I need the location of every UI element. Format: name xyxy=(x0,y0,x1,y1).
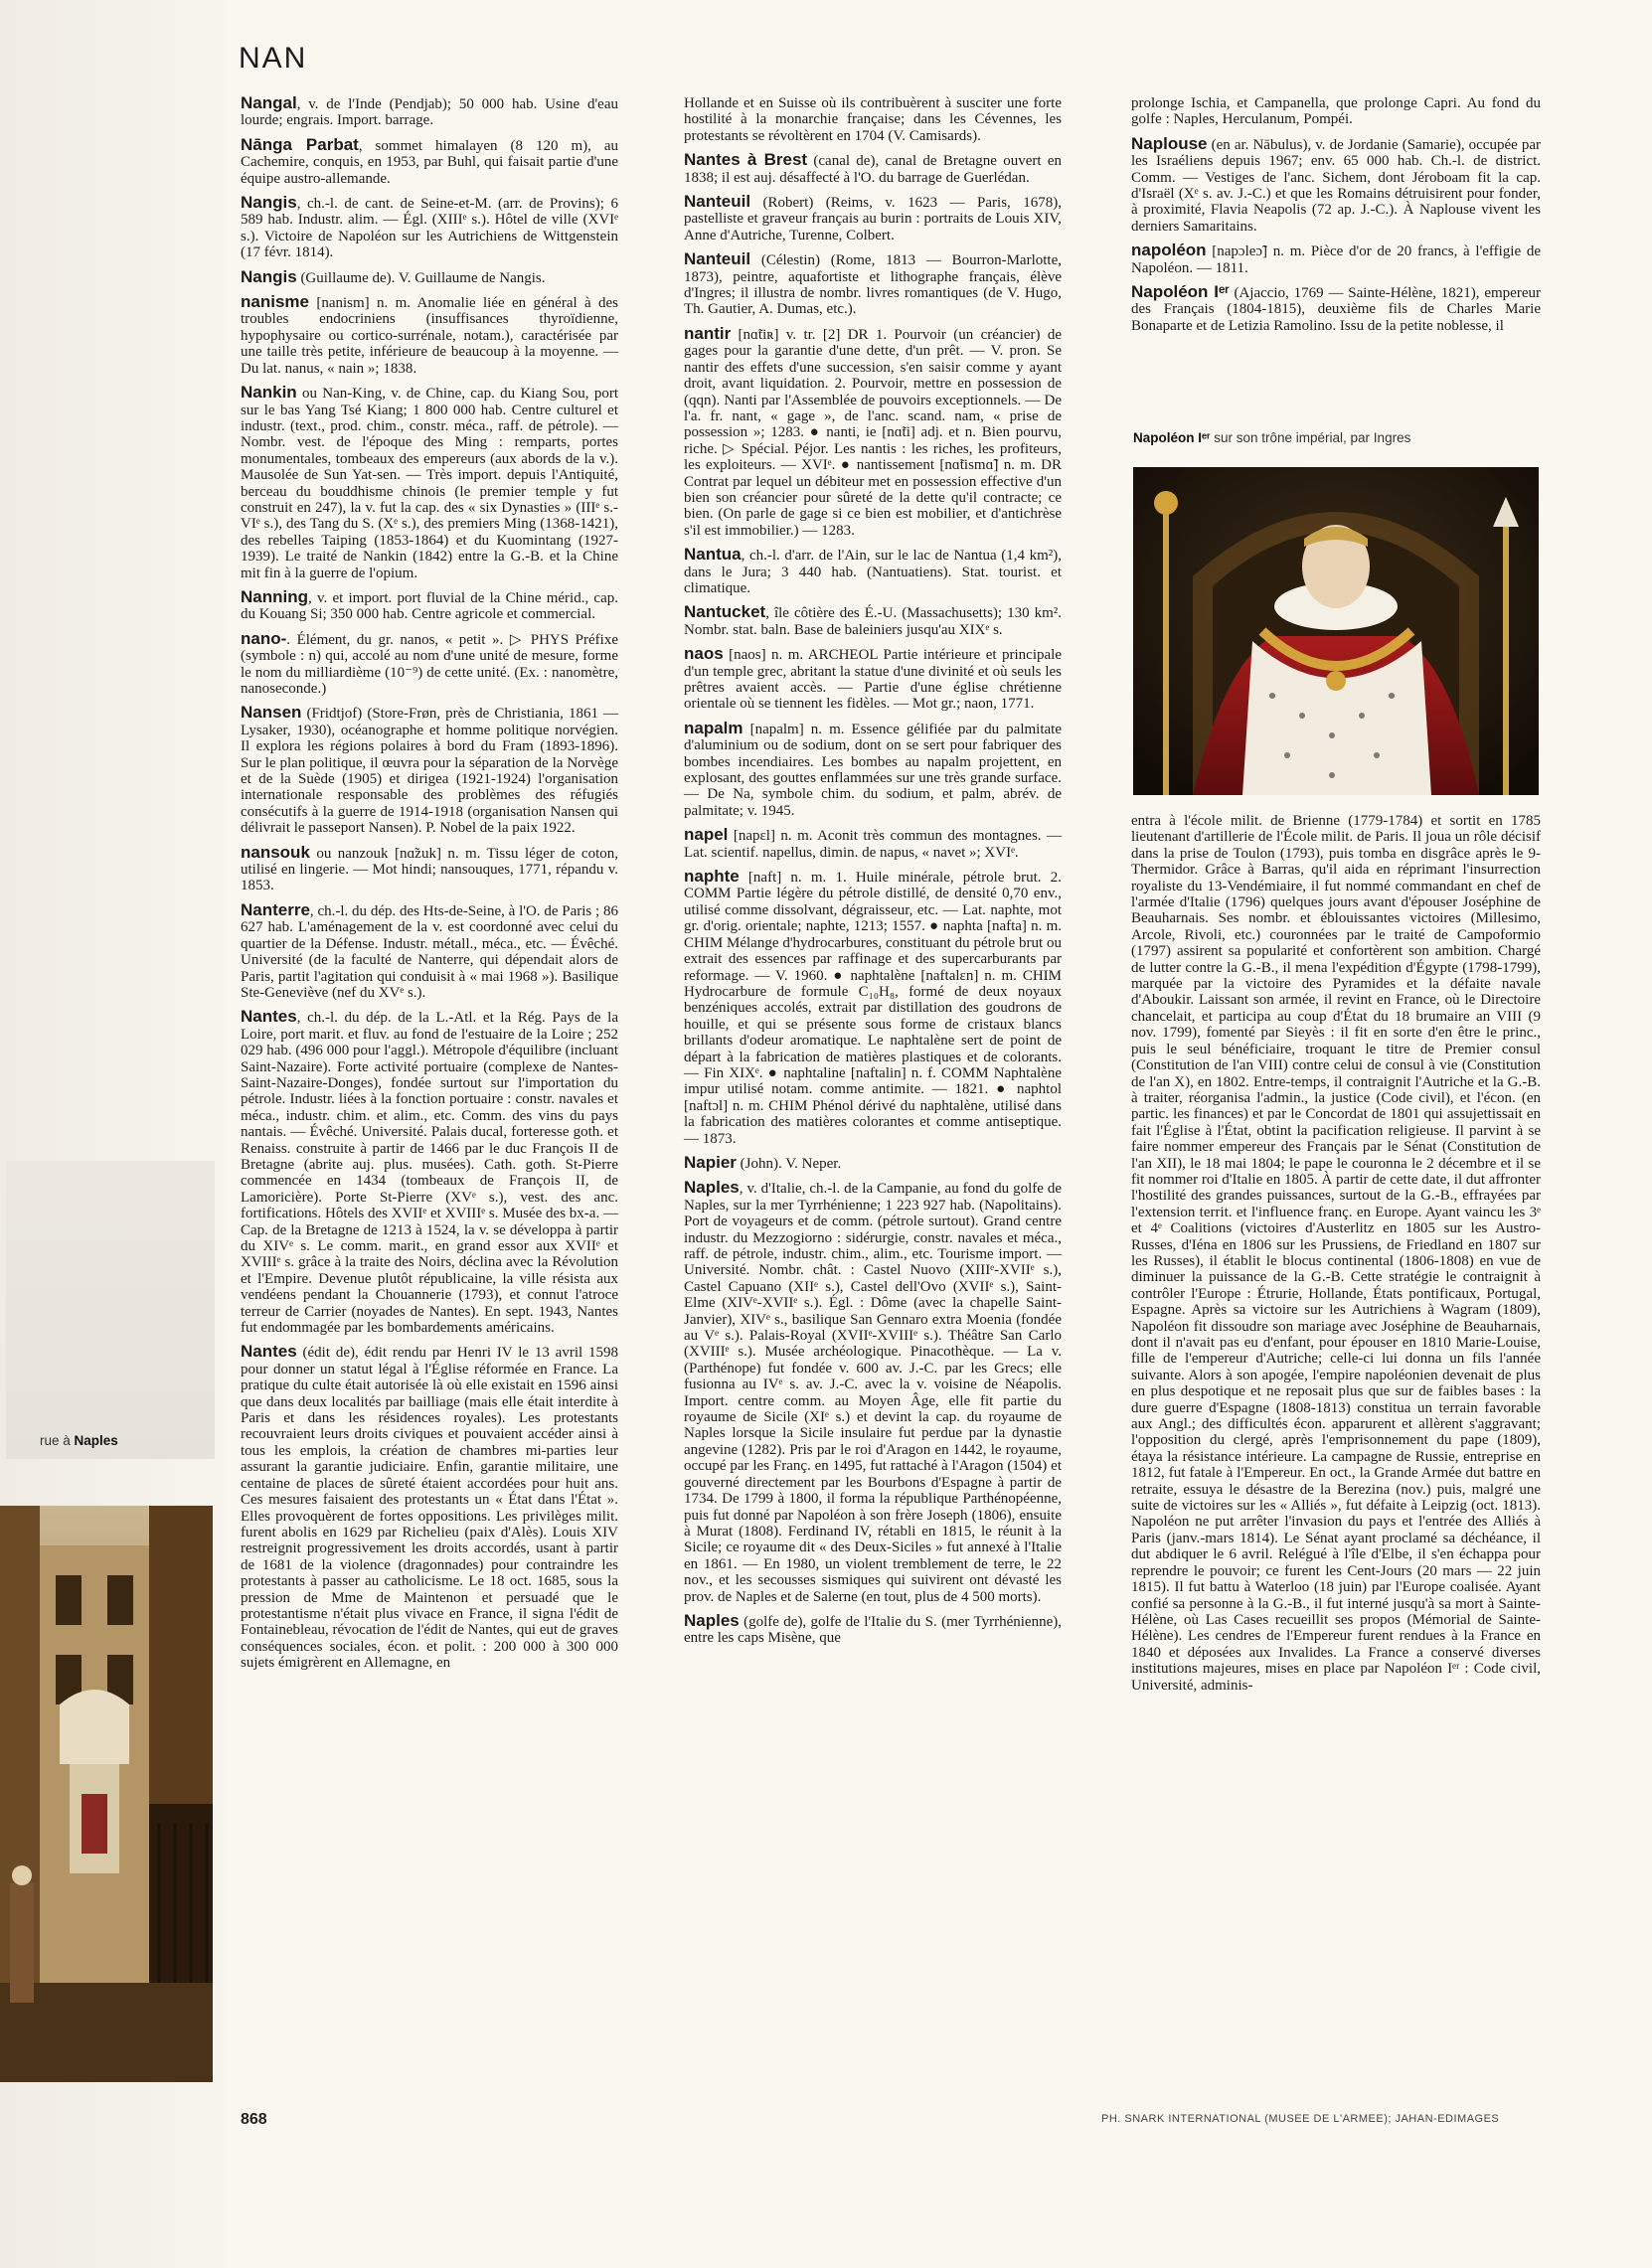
column-3 xyxy=(1131,95,1541,342)
dictionary-entry xyxy=(241,134,618,187)
dictionary-entry xyxy=(684,1180,1062,1605)
entry-text: entra à l'école milit. de Brienne (1779-1784) et sortit en 1785 lieutenant d'artillerie de l'École milit. de Paris. Il joua un rôle décisif dans la prise de Toulon (1793), puis tomba en disgrâce après le 9-Thermidor. Grâce à Barras, qu'il aida en réprimant l'insurrection royaliste du 13-Vendémiaire, il fut nommé commandant en chef de l'armée d'Italie (1796) quelques jours avant d'épouser Joséphine de Beauharnais. Ses nombr. et éblouissantes victoires (Millesimo, Arcole, Rivoli, etc.) couronnées par le traité de Campoformio (1797) assirent sa popularité et confortèrent son ambition. Chargé de lutter contre la G.-B., il mena l'expédition d'Égypte (1798-1799), marquée par la victoire des Pyramides et la défaite navale d'Aboukir. Laissant son armée, il revint en France, où le Directoire chancelait, et participa au coup d'État du 18 brumaire an VIII (9 nov. 1799), fomenté par Sieyès : il fit en sorte d'en être le princ., puis le seul bénéficiaire, troquant le titre de Premier consul (Constitution de l'an VIII) contre celui de consul à vie (Constitution de l'an X), en 1802. Entre-temps, il contraignit l'Autriche et la G.-B. à traiter, réorganisa l'admin., la justice (Code civil), et l'écon. (en partic. les finances) et par le Concordat de 1801 qui assujettissait en fait l'Église à l'État, obtint la pacification religieuse. Il parvint à se faire nommer empereur des Français par le Sénat (Constitution de l'an XII), le 18 mai 1804; le pape le couronna le 2 décembre et il se fit nommer roi d'Italie en 1805. À partir de cette date, il dut affronter l'hostilité des grandes puissances, surtout de la G.-B., effrayées par l'extension territ. et l'influence franç. en Europe. Ayant vaincu les 3ᵉ et 4ᵉ Coalitions (victoires d'Austerlitz en 1805 sur les Austro-Russes, d'Iéna en 1806 sur les Prussiens, de Friedland en 1807 sur les Russes), il établit le blocus continental (1806-1808) en vue de diminuer la puissance de la G.-B. Cette stratégie le contraignit à contrôler l'Europe : Étrurie, Hollande, États pontificaux, Portugal, Espagne. Après sa victoire sur les Autrichiens à Wagram (1809), Napoléon fit dissoudre son mariage avec Joséphine de Beauharnais, dont il n'avait pas eu d'enfant, pour épouser en 1810 Marie-Louise, fille de l'empereur d'Autriche; celle-ci lui donna un fils l'année suivante. Alors à son apogée, l'empire napoléonien devenait de plus en plus despotique et ne reposait plus que sur de faibles bases : la dure guerre d'Espagne (1808-1813) constitua un terrain favorable aux Angl.; des difficultés écon. apparurent et allèrent s'aggravant; l'opposition du clergé, après l'emprisonnement du pape (1809), étaya la résistance intérieure. La campagne de Russie, entreprise en 1812, fut fatale à l'Empereur. En oct., la Grande Armée dut battre en retraite, essuya le désastre de la Berezina (nov.) puis, malgré une suite de victoires sur les « Alliés », fut défaite à Leipzig (oct. 1813). Napoléon ne put arrêter l'invasion du pays et l'entrée des Alliés à Paris (janv.-mars 1814). Le Sénat ayant proclamé sa déchéance, il dut abdiquer le 6 avril. Relégué à l'île d'Elbe, il s'en échappa pour reprendre le pouvoir; ce furent les Cent-Jours (20 mars — 22 juin 1815). Il fut battu à Waterloo (18 juin) par l'Europe coalisée. Ayant confié sa personne à la G.-B., il fut interné jusqu'à sa mort à Sainte-Hélène, où Las Cases recueillit ses propos (Mémorial de Sainte-Hélène). Les cendres de l'Empereur furent rendues à la France en 1840 et déposées aux Invalides. La France a conservé diverses institutions majeures, mises en place par Napoléon Iᵉʳ : Code civil, Université, adminis- xyxy=(1131,813,1541,1694)
entry-text: [nanism] n. m. Anomalie liée en général à des troubles endocriniens (insuffisances thyroïdienne, hypophysaire ou cortico-surrénale, notam.), caractérisée par une taille très petite, inférieure de beaucoup à la moyenne. — Du lat. nanus, « nain »; 1838. xyxy=(241,295,618,377)
dictionary-entry xyxy=(241,842,618,894)
entry-headword: Nantua xyxy=(684,545,742,565)
entry-text: , v. de l'Inde (Pendjab); 50 000 hab. Usine d'eau lourde; engrais. Import. barrage. xyxy=(241,96,618,129)
entry-headword: Nansen xyxy=(241,703,302,723)
dictionary-entry xyxy=(684,1610,1062,1647)
entry-headword: naphte xyxy=(684,867,740,887)
dictionary-entry xyxy=(241,899,618,1001)
dictionary-entry xyxy=(684,869,1062,1147)
napoleon-caption-head: Napoléon Iᵉʳ xyxy=(1133,430,1211,445)
entry-text: [napalm] n. m. Essence gélifiée par du palmitate d'aluminium ou de sodium, dont on se sert pour fabriquer des bombes incendiaires. Les bombes au napalm projettent, en explosant, des gouttes enflammées sur une très grande surface. — De Na, symbole chim. du sodium, et palm, abrév. de palmitate; v. 1945. xyxy=(684,721,1062,819)
dictionary-entry xyxy=(1131,284,1541,334)
dictionary-entry xyxy=(241,294,618,377)
running-head: NAN xyxy=(239,42,308,75)
dictionary-entry xyxy=(241,628,618,698)
entry-text: , ch.-l. du dép. des Hts-de-Seine, à l'O. de Paris ; 86 627 hab. L'aménagement de la v. est coordonné avec celui du quartier de la Défense. Industr. métall., méca., etc. — Évêché. Université (de la faculté de Nanterre, qui dépendait alors de Paris, partit l'agitation qui conduisit à « mai 1968 »). Basilique Ste-Geneviève (nef du XVᵉ s.). xyxy=(241,902,618,1001)
entry-headword: napoléon xyxy=(1131,241,1207,260)
dictionary-entry xyxy=(1131,813,1541,1694)
entry-headword: Nangis xyxy=(241,193,297,213)
entry-text: (Guillaume de). V. Guillaume de Nangis. xyxy=(296,269,546,286)
entry-text: (Ajaccio, 1769 — Sainte-Hélène, 1821), empereur des Français (1804-1815), deuxième fils de Charles Marie Bonaparte et de Letizia Ramolino. Issu de la petite noblesse, il xyxy=(1131,285,1541,334)
column-3-continued xyxy=(1131,813,1541,1701)
napoleon-portrait-image xyxy=(1133,467,1539,795)
dictionary-entry xyxy=(241,586,618,623)
entry-headword: Nantucket xyxy=(684,602,766,622)
entry-text: , sommet himalayen (8 120 m), au Cachemire, conquis, en 1953, par Buhl, qui faisait partie d'une équipe austro-allemande. xyxy=(241,137,618,187)
entry-headword: Nantes xyxy=(241,1007,297,1027)
column-2 xyxy=(684,95,1062,1655)
dictionary-entry xyxy=(684,152,1062,186)
entry-text: [napɔleɔ̃] n. m. Pièce d'or de 20 francs, à l'effigie de Napoléon. — 1811. xyxy=(1131,243,1541,276)
dictionary-entry xyxy=(684,827,1062,861)
entry-text: (Fridtjof) (Store-Frøn, près de Christiania, 1861 — Lysaker, 1930), océanographe et homme politique norvégien. Il explora les régions polaires à bord du Fram (1893-1896). Sur le plan politique, il œuvra pour la séparation de la Norvège et de la Suède (1905) et dirigea (1921-1924) l'organisation internationale responsable des problèmes des réfugiés consécutifs à la guerre de 1914-1918 (organisation Nansen qui délivrait le passeport Nansen). P. Nobel de la paix 1922. xyxy=(241,706,618,837)
entry-headword: Nankin xyxy=(241,383,297,403)
entry-text: [naft] n. m. 1. Huile minérale, pétrole brut. 2. COMM Partie légère du pétrole distillé, de densité 0,70 env., utilisé comme dissolvant, dégraisseur, etc. — Lat. naphte, mot gr. d'orig. orientale; naphte, 1213; 1557. ● naphta [nafta] n. m. CHIM Mélange d'hydrocarbures, constituant du pétrole brut ou extrait des essences par raffinage et des supercarburants par reformage. — V. 1960. ● naphtalène [naftalɛn] n. m. CHIM Hydrocarbure de formule C₁₀H₈, formé de deux noyaux benzéniques accolés, extrait par distillation des goudrons de houille, et qui se présente sous forme de cristaux blancs brillants d'odeur aromatique. Le naphtalène sert de point de départ à la fabrication de matières plastiques et de colorants. — Fin XIXᵉ. ● naphtaline [naftalin] n. f. COMM Naphtalène impur utilisé notam. comme antimite. — 1821. ● naphtol [naftɔl] n. m. CHIM Phénol dérivé du naphtalène, utilisé dans la fabrication des matières colorantes et comme antiseptique. — 1873. xyxy=(684,870,1062,1147)
napoleon-caption xyxy=(1133,430,1410,445)
entry-headword: Naples xyxy=(684,1178,740,1198)
entry-text: , ch.-l. d'arr. de l'Ain, sur le lac de Nantua (1,4 km²), dans le Jura; 3 440 hab. (Nantuatiens). Stat. tourist. et climatique. xyxy=(684,548,1062,596)
dictionary-entry xyxy=(684,604,1062,638)
entry-text: , ch.-l. du dép. de la L.-Atl. et la Rég. Pays de la Loire, port marit. et fluv. au fond de l'estuaire de la Loire ; 252 029 hab. (496 000 pour l'aggl.). Métropole d'équilibre (incluant Saint-Nazaire). Forte activité portuaire (complexe de Nantes-Saint-Nazaire-Donges), fondée surtout sur l'importation du pétrole. Industr. liées à la fonction portuaire : constr. navales et méca., industr. chim. et alim., etc. Comm. des vins du pays nantais. — Évêché. Université. Palais ducal, forteresse goth. et Renaiss. construite à partir de 1466 par le duc François II de Bretagne (abrite auj. plus. musées). Cath. goth. St-Pierre commencée en 1434 (tombeaux de François II, de Lamoricière). Porte St-Pierre (XVᵉ s.), vest. des anc. fortifications. Hôtels des XVIIᵉ et XVIIIᵉ s. Musée des bx-a. — Cap. de la Bretagne de 1213 à 1524, la v. se développa à partir du XIVᵉ s. Le comm. marit., en grand essor aux XVIIᵉ et XVIIIᵉ s. grâce à la traite des Noirs, déclina avec la Révolution et l'Empire. Devenue plutôt républicaine, la ville résista aux vendéens pendant la Chouannerie (1793), et connut l'atroce terreur de Carrier (noyades de Nantes). En sept. 1943, Nantes fut endommagée par les bombardements américains. xyxy=(241,1010,618,1337)
dictionary-entry xyxy=(1131,243,1541,276)
entry-text: , ch.-l. de cant. de Seine-et-M. (arr. de Provins); 6 589 hab. Industr. alim. — Égl. (XIIIᵉ s.). Hôtel de ville (XVIᵉ s.). Victoire de Napoléon sur les Autrichiens de Wittgenstein (17 févr. 1814). xyxy=(241,196,618,261)
dictionary-entry xyxy=(241,705,618,836)
column-1 xyxy=(241,95,618,1680)
dictionary-entry xyxy=(241,95,618,129)
entry-text: , v. d'Italie, ch.-l. de la Campanie, au fond du golfe de Naples, sur la mer Tyrrhénienne; 1 223 927 hab. (Napolitains). Port de voyageurs et de comm. (pétrole surtout). Grand centre industr. du Mezzogiorno : sidérurgie, constr. navales et méca., raff. de pétrole, industr. chim., alim., etc. Tourisme import. — Université. Nombr. chât. : Castel Nuovo (XIIIᵉ-XVIIᵉ s.), Castel Capuano (XIIᵉ s.), Castel dell'Ovo (XVIIᵉ s.), Saint-Elme (XIVᵉ-XVIIᵉ s.). Égl. : Dôme (avec la chapelle Saint-Janvier), XIVᵉ s., basilique San Gennaro extra Moenia (fondée au Vᵉ s.). Palais-Royal (XVIIᵉ-XVIIIᵉ s.). Théâtre San Carlo (XVIIIᵉ s.). Musée archéologique. Pinacothèque. — La v. (Parthénope) fut fondée v. 600 av. J.-C. par les Grecs; elle fusionna au IVᵉ s. av. J.-C. avec la v. voisine de Néapolis. Import. centre comm. au Moyen Âge, elle fit partie du royaume de Sicile (XIᵉ s.) et devint la cap. du royaume de Naples lorsque la Sicile insulaire fut perdue par la dynastie angevine (1282). Pris par le roi d'Aragon en 1442, le royaume, occupé par les Franç. en 1495, fut rattaché à l'Aragon (1504) et gouverné directement par les Bourbons d'Espagne à partir de 1734. De 1799 à 1800, il forma la république Parthénopéenne, puis fut donné par Napoléon à son frère Joseph (1806), ensuite à Murat (1808). Ferdinand IV, rétabli en 1815, le réunit à la Sicile; ce royaume dit « des Deux-Siciles » fut annexé à l'Italie en 1861. — En 1980, un violent tremblement de terre, le 22 nov., et les secousses sismiques qui suivirent ont dévasté les prov. de Naples et de Salerne (en tout, plus de 4 500 morts). xyxy=(684,1181,1062,1605)
dictionary-entry xyxy=(1131,95,1541,128)
entry-headword: Nangal xyxy=(241,93,297,112)
naples-street-image xyxy=(0,1506,213,2082)
dictionary-entry xyxy=(241,385,618,581)
entry-headword: nanisme xyxy=(241,292,309,312)
entry-text: [nɑ̃tiʀ] v. tr. [2] DR 1. Pourvoir (un créancier) de gages pour la garantie d'une dette, d'un prêt. — V. pron. Se nantir des effets d'une succession, s'en saisir comme y ayant droit, avant liquidation. 2. Pourvoir, mettre en possession de (qqn). Nanti par l'Assemblée de pouvoirs exceptionnels. — De l'a. fr. nant, « gage », de l'anc. scand. nam, « prise de possession »; 1283. ● nanti, ie [nɑ̃ti] adj. et n. Bien pourvu, riche. ▷ Spécial. Péjor. Les nantis : les riches, les profiteurs, les exploiteurs. — XVIᵉ. ● nantissement [nɑ̃tismɑ̃] n. m. DR Contrat par lequel un débiteur met en possession effective d'un bien son créancier pour sûreté de la dette qu'il contracte; ce bien. (On parle de gage si ce bien est mobilier, et d'antichrèse s'il est immobilier.) — 1283. xyxy=(684,326,1062,539)
entry-headword: nansouk xyxy=(241,842,310,862)
entry-headword: Nantes à Brest xyxy=(684,150,808,170)
entry-headword: nantir xyxy=(684,323,732,343)
entry-headword: Nānga Parbat xyxy=(241,134,359,154)
dictionary-entry xyxy=(241,266,618,286)
entry-text: , île côtière des É.-U. (Massachusetts); 130 km². Nombr. stat. baln. Base de baleiniers jusqu'au XIXᵉ s. xyxy=(684,605,1062,638)
photo-credit: PH. SNARK INTERNATIONAL (MUSEE DE L'ARMEE); JAHAN-EDIMAGES xyxy=(1101,2113,1500,2125)
dictionary-entry xyxy=(684,718,1062,819)
dictionary-entry xyxy=(684,547,1062,596)
entry-text: prolonge Ischia, et Campanella, que prolonge Capri. Au fond du golfe : Naples, Herculanum, Pompéi. xyxy=(1131,95,1541,128)
entry-headword: Nanteuil xyxy=(684,192,751,212)
entry-headword: Nanteuil xyxy=(684,249,751,269)
dictionary-entry xyxy=(684,1152,1062,1172)
entry-text: . Élément, du gr. nanos, « petit ». ▷ PHYS Préfixe (symbole : n) qui, accolé au nom d'une unité de mesure, forme le nom du milliardième (10⁻⁹) de cette unité. (Ex. : nanomètre, nanoseconde.) xyxy=(241,631,618,697)
page-number: 868 xyxy=(241,2111,267,2128)
naples-caption xyxy=(40,1433,118,1448)
entry-text: (Robert) (Reims, v. 1623 — Paris, 1678), pastelliste et graveur français au burin : portraits de Louis XIV, Anne d'Autriche, Turenne, Colbert. xyxy=(684,195,1062,243)
dictionary-entry xyxy=(684,323,1062,539)
adjacent-page-photo-area xyxy=(6,1161,215,1459)
entry-headword: naos xyxy=(684,644,724,664)
entry-headword: Naples xyxy=(684,1610,740,1630)
naples-caption-prefix: rue à xyxy=(40,1433,75,1448)
entry-text: (golfe de), golfe de l'Italie du S. (mer Tyrrhénienne), entre les caps Misène, que xyxy=(684,1613,1062,1647)
entry-headword: nano- xyxy=(241,628,287,648)
entry-headword: Napier xyxy=(684,1152,737,1172)
entry-headword: Nanterre xyxy=(241,899,310,919)
dictionary-entry xyxy=(1131,133,1541,235)
dictionary-entry xyxy=(241,1009,618,1336)
entry-headword: napel xyxy=(684,825,729,845)
dictionary-entry xyxy=(684,646,1062,713)
entry-text: ou Nan-King, v. de Chine, cap. du Kiang Sou, port sur le bas Yang Tsé Kiang; 1 800 000 hab. Centre culturel et industr. (text., prod. chim., constr. méca., raff. de pétrole). — Nombr. vest. de l'époque des Ming : remparts, portes monumentales, tombeaux des empereurs (aux abords de la v.). Mausolée de Sun Yat-sen. — Très import. depuis l'Antiquité, berceau du bouddhisme chinois (le premier temple y fut construit en 247), la v. fut la cap. des « six Dynasties » (IIIᵉ s.-VIᵉ s.), des Tang du S. (Xᵉ s.), des premiers Ming (1368-1421), des rebelles Taiping (1853-1864) et du Kuomintang (1927-1939). Le traité de Nankin (1842) entre la G.-B. et la Chine mit fin à la guerre de l'opium. xyxy=(241,386,618,581)
entry-headword: Nanning xyxy=(241,586,308,606)
entry-text: [napɛl] n. m. Aconit très commun des montagnes. — Lat. scientif. napellus, dimin. de napus, « navet »; XVIᵉ. xyxy=(684,828,1062,861)
dictionary-entry xyxy=(684,95,1062,144)
entry-text: Hollande et en Suisse où ils contribuèrent à susciter une forte hostilité à la monarchie française; dans les Cévennes, les protestants se révoltèrent en 1704 (V. Camisards). xyxy=(684,95,1062,144)
entry-text: (canal de), canal de Bretagne ouvert en 1838; il est auj. désaffecté à l'O. du barrage de Guerlédan. xyxy=(684,153,1062,186)
entry-text: ou nanzouk [nɑ̃zuk] n. m. Tissu léger de coton, utilisé en lingerie. — Mot hindi; nansouques, 1771, répandu v. 1853. xyxy=(241,845,618,894)
entry-headword: Nangis xyxy=(241,266,297,286)
entry-headword: napalm xyxy=(684,718,743,737)
entry-text: (édit de), édit rendu par Henri IV le 13 avril 1598 pour donner un statut légal à l'Église réformée en France. La pratique du culte était autorisée là où elle existait en 1596 ainsi que dans deux localités par bailliage (mais elle était interdite à Paris et dans les résidences royales). Les protestants recouvraient leurs droits civiques et pouvaient accéder ainsi à tous les emplois, la création de chambres mi-parties leur assurant la garantie judiciaire. Enfin, garantie militaire, une centaine de places de sûreté étaient accordées pour huit ans. Ces mesures faisaient des protestants un « État dans l'État ». Elles provoquèrent de fortes oppositions. Les privilèges milit. furent abolis en 1629 par Richelieu (paix d'Alès). Louis XIV restreignit progressivement les droits accordés, usant à partir de 1681 de la violence (dragonnades) pour contraindre les protestants à passer au catholicisme. Le 18 oct. 1685, sous la pression de Mme de Maintenon et persuadé que le protestantisme n'était plus vivace en France, il signa l'édit de Fontainebleau, révocation de l'édit de Nantes, qui eut de graves conséquences sociales, écon. et polit. : 200 000 à 300 000 sujets émigrèrent en Allemagne, en xyxy=(241,1345,618,1672)
dictionary-entry xyxy=(684,251,1062,318)
napoleon-caption-text: sur son trône impérial, par Ingres xyxy=(1210,430,1411,445)
entry-headword: Naplouse xyxy=(1131,133,1208,153)
entry-headword: Nantes xyxy=(241,1342,297,1362)
entry-text: (Célestin) (Rome, 1813 — Bourron-Marlotte, 1873), peintre, aquafortiste et lithographe français, élève d'Ingres; il illustra de nombr. livres romantiques (de V. Hugo, Th. Gautier, A. Dumas, etc.). xyxy=(684,252,1062,318)
dictionary-entry xyxy=(241,1344,618,1671)
entry-text: (John). V. Neper. xyxy=(736,1155,842,1172)
naples-caption-bold: Naples xyxy=(74,1433,118,1448)
entry-text: [naos] n. m. ARCHEOL Partie intérieure et principale d'un temple grec, abritant la statue d'une divinité et où seuls les prêtres avaient accès. — Partie d'une église chrétienne orientale où se tiennent les fidèles. — Mot gr.; naon, 1771. xyxy=(684,647,1062,713)
dictionary-entry xyxy=(241,195,618,261)
entry-text: (en ar. Nābulus), v. de Jordanie (Samarie), occupée par les Israéliens depuis 1967; env. 65 000 hab. Ch.-l. de district. Comm. — Vestiges de l'anc. Sichem, dont Jéroboam fit la cap. d'Israël (Xᵉ s. av. J.-C.) et que les Romains détruisirent pour fonder, à proximité, Flavia Neapolis (72 ap. J.-C.). À Naplouse vivent les derniers Samaritains. xyxy=(1131,136,1541,235)
dictionary-entry xyxy=(684,194,1062,243)
entry-headword: Napoléon Iᵉʳ xyxy=(1131,282,1230,302)
entry-text: , v. et import. port fluvial de la Chine mérid., cap. du Kouang Si; 350 000 hab. Centre agricole et commercial. xyxy=(241,589,618,623)
